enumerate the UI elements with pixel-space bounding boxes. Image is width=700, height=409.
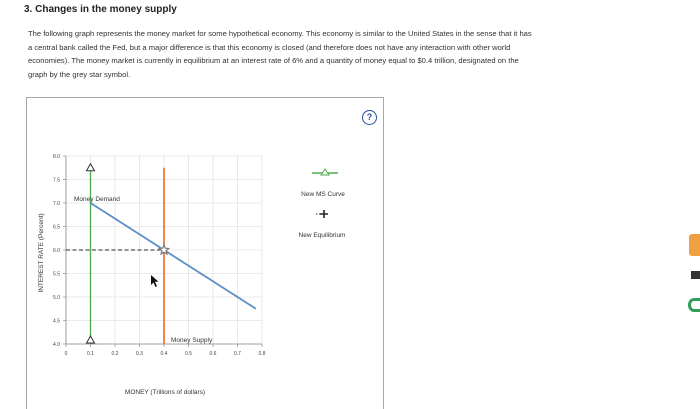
x-tick-labels — [65, 351, 266, 357]
legend-new-ms-label: New MS Curve — [301, 191, 345, 198]
x-tick-label: 0.3 — [136, 351, 143, 357]
x-tick-label: 0.7 — [234, 351, 241, 357]
edge-button-fragment[interactable] — [689, 234, 700, 256]
legend-new-equilibrium-label: New Equilibrium — [298, 232, 346, 239]
x-tick-label: 0.4 — [160, 351, 168, 357]
legend-new-equilibrium[interactable] — [299, 210, 346, 239]
money-demand-curve — [91, 203, 256, 309]
triangle-icon — [321, 169, 329, 175]
cursor-icon — [151, 275, 159, 287]
edge-icon-fragment — [691, 271, 700, 279]
y-tick-label: 4.5 — [53, 318, 60, 325]
y-tick-label: 5.0 — [53, 295, 60, 301]
x-tick-label: 0.6 — [209, 351, 217, 357]
question-line: a central bank called the Fed, but a major difference is that this economy is closed (and therefore does not have any interaction with other world — [28, 42, 511, 52]
money-supply-label: Money Supply — [171, 337, 213, 344]
x-tick-label: 0.1 — [87, 351, 94, 357]
curves — [66, 164, 256, 344]
x-tick-label: 0 — [64, 351, 68, 357]
x-tick-label: 0.5 — [185, 351, 192, 357]
triangle-icon — [87, 336, 95, 343]
y-axis-label: INTEREST RATE (Percent) — [38, 213, 45, 293]
question-line: graph by the grey star symbol. — [28, 69, 131, 79]
y-tick-label: 8.0 — [53, 154, 60, 160]
question-line: The following graph represents the money market for some hypothetical economy. This economy is similar to the United States in the sense that it has — [28, 29, 532, 38]
x-axis-label: MONEY (Trillions of dollars) — [124, 389, 206, 396]
money-demand-label: Money Demand — [74, 196, 120, 203]
y-tick-label: 5.5 — [53, 271, 60, 278]
y-tick-labels — [53, 154, 60, 348]
y-tick-label: 6.0 — [53, 248, 60, 254]
y-tick-label: 6.5 — [53, 224, 60, 231]
triangle-icon — [87, 164, 95, 171]
edge-icon-fragment — [688, 298, 700, 312]
question-title: 3. Changes in the money supply — [24, 4, 177, 15]
plus-icon — [320, 210, 328, 218]
y-tick-label: 7.5 — [53, 177, 60, 184]
legend-new-ms-curve[interactable] — [301, 169, 345, 198]
x-tick-label: 0.2 — [111, 351, 119, 357]
help-icon[interactable]: ? — [362, 110, 377, 125]
x-tick-label: 0.8 — [258, 351, 266, 357]
question-line: economies). The money market is currently in equilibrium at an interest rate of 6% and a quantity of money equal to $0.4 trillion, designated on the — [28, 56, 519, 65]
y-tick-label: 7.0 — [53, 201, 60, 207]
y-tick-label: 4.0 — [53, 342, 60, 348]
